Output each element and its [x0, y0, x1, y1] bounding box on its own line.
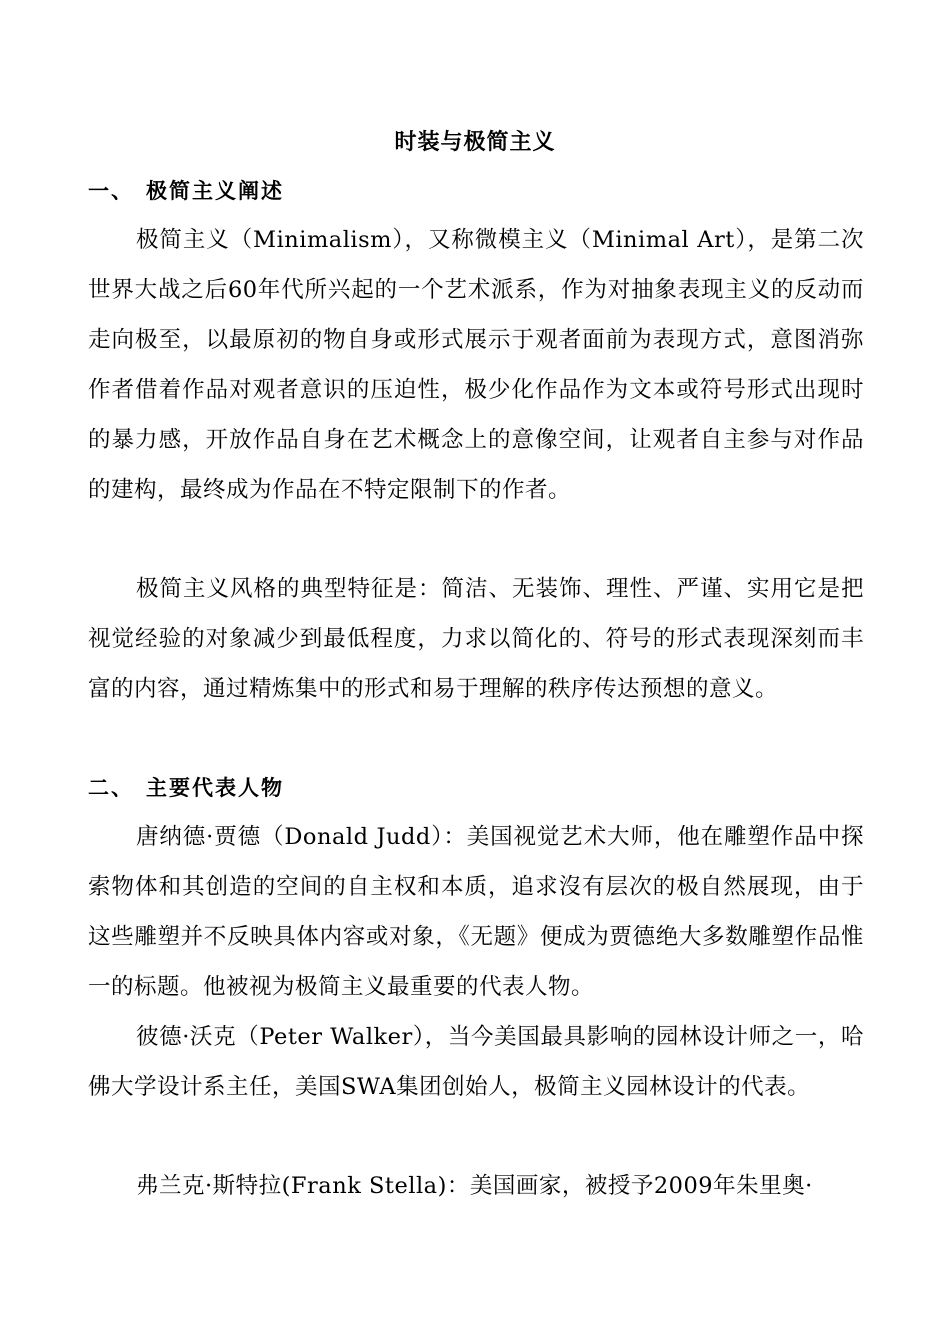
paragraph-peter-walker: 彼德·沃克（Peter Walker），当今美国最具影响的园林设计师之一，哈佛大学设计系主任，美国SWA集团创始人，极简主义园林设计的代表。	[88, 1024, 864, 1100]
paragraph-frank-stella: 弗兰克·斯特拉(Frank Stella)：美国画家，被授予2009年朱里奥·	[136, 1173, 813, 1199]
paragraph-donald-judd: 唐纳德·贾德（Donald Judd）：美国视觉艺术大师，他在雕塑作品中探索物体和其创造的空间的自主权和本质，追求沒有层次的极自然展现，由于这些雕塑并不反映具体内容或对象，《无题》便成为贾德绝大多数雕塑作品惟一的标题。他被视为极简主义最重要的代表人物。	[88, 824, 864, 1000]
section-heading-2	[88, 768, 284, 808]
paragraph-minimalism-definition: 极简主义（Minimalism），又称微模主义（Minimal Art），是第二次世界大战之后60年代所兴起的一个艺术派系，作为对抽象表现主义的反动而走向极至，以最原初的物自身或形式展示于观者面前为表现方式，意图消弥作者借着作品对观者意识的压迫性，极少化作品作为文本或符号形式出现时的暴力感，开放作品自身在艺术概念上的意像空间，让观者自主参与对作品的建构，最终成为作品在不特定限制下的作者。	[88, 227, 864, 503]
section-title: 极简主义阐述	[146, 178, 284, 203]
section-number: 二、	[88, 775, 134, 800]
paragraph-minimalism-features: 极简主义风格的典型特征是：简洁、无装饰、理性、严谨、实用它是把视觉经验的对象减少到最低程度，力求以简化的、符号的形式表现深刻而丰富的内容，通过精炼集中的形式和易于理解的秩序传达预想的意义。	[88, 576, 864, 702]
section-number: 一、	[88, 178, 134, 203]
section-heading-1	[88, 171, 284, 211]
document-title: 时装与极简主义	[394, 129, 556, 155]
section-title: 主要代表人物	[146, 775, 284, 800]
